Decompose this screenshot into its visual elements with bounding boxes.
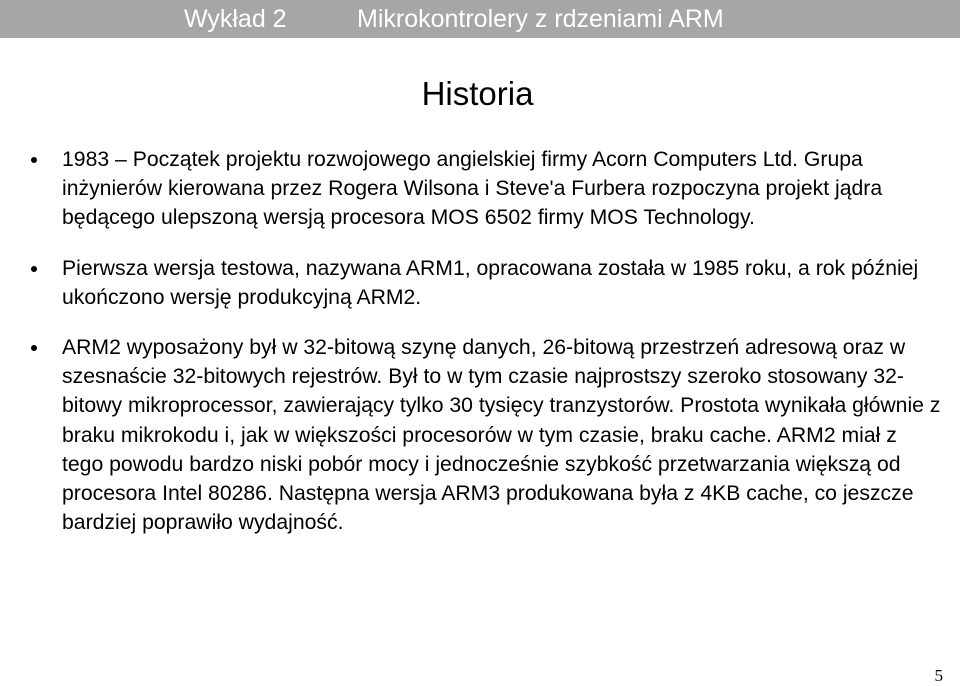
bullet-text: ARM2 wyposażony był w 32-bitową szynę danych, 26-bitową przestrzeń adresową oraz w szesnaście 32-bitowych rejestrów. Był to w tym czasie najprostszy szeroko stosowany 32-bitowy mikroprocessor, zawierający tylko 30 tysięcy tranzystorów. Prostota wynikała głównie z braku mikrokodu i, jak w większości procesorów w tym czasie, braku cache. ARM2 miał z tego powodu bardzo niski pobór mocy i jednocześnie szybkość przetwarzania większą od procesora Intel 80286. Następna wersja ARM3 produkowana była z 4KB cache, co jeszcze bardziej poprawiło wydajność. <box>62 336 941 535</box>
bullet-list <box>0 145 960 558</box>
bullet-dot-icon <box>31 266 37 272</box>
bullet-dot-icon <box>31 157 37 163</box>
slide-title: Historia <box>421 75 534 112</box>
lecture-label: Wykład 2 <box>184 5 287 33</box>
bullet-item <box>0 333 960 537</box>
bullet-item <box>0 145 960 233</box>
bullet-dot-icon <box>31 345 37 351</box>
bullet-item <box>0 254 960 312</box>
bullet-text: Pierwsza wersja testowa, nazywana ARM1, opracowana została w 1985 roku, a rok później ukończono wersję produkcyjną ARM2. <box>62 256 919 309</box>
bullet-text: 1983 – Początek projektu rozwojowego angielskiej firmy Acorn Computers Ltd. Grupa inżynierów kierowana przez Rogera Wilsona i Steve'a Furbera rozpoczyna projekt jądra będącego ulepszoną wersją procesora MOS 6502 firmy MOS Technology. <box>62 148 883 230</box>
course-title: Mikrokontrolery z rdzeniami ARM <box>357 5 724 33</box>
slide-header-bar <box>0 0 960 38</box>
page-number: 5 <box>934 666 943 685</box>
